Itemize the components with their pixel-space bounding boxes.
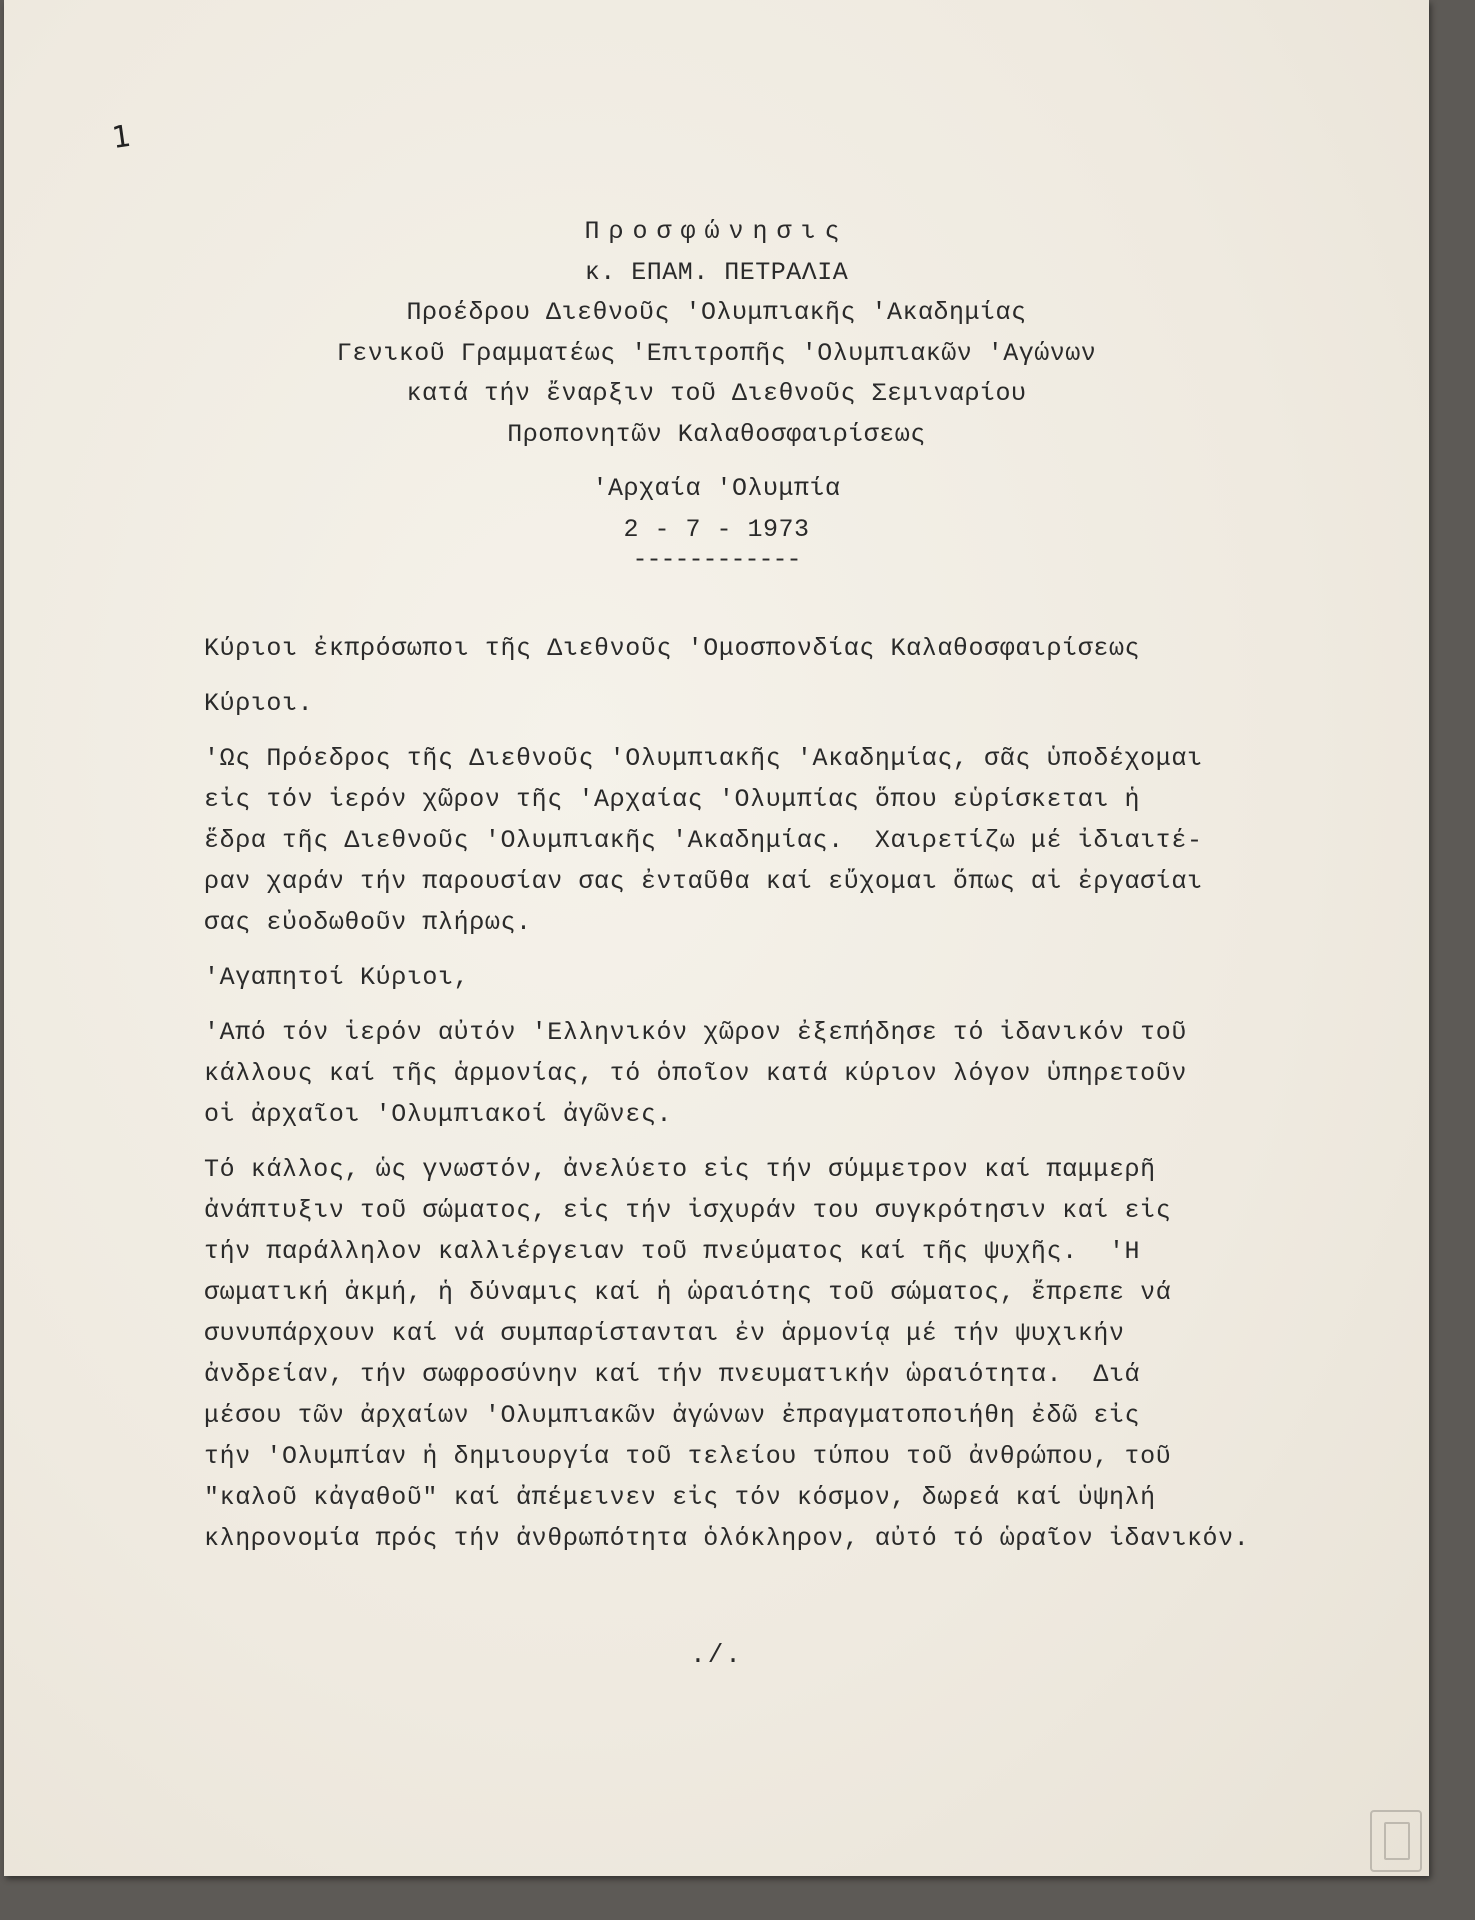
paragraph: Κύριοι. [204,689,314,718]
heading-date: 2 - 7 - 1973 [623,514,810,544]
document-heading [4,212,1429,574]
paragraph: Τό κάλλος, ὡς γνωστόν, ἀνελύετο εἰς τήν σύμμετρον καί παμμερῆ ἀνάπτυξιν τοῦ σώματος, εἰς τήν ἰσχυράν του συγκρότησιν καί εἰς τήν παράλληλον καλλιέργειαν τοῦ πνεύματος καί τῆς ψυχῆς. 'Η σωματική ἀκμή, ἡ δύναμις καί ἡ ὡραιότης τοῦ σώματος, ἔπρεπε νά συνυπάρχουν καί νά συμπαρίστανται ἐν ἁρμονίᾳ μέ τήν ψυχικήν ἀνδρείαν, τήν σωφροσύνην καί τήν πνευματικήν ὡραιότητα. Διά μέσου τῶν ἀρχαίων 'Ολυμπιακῶν ἀγώνων ἐπραγματοποιήθη ἐδῶ εἰς τήν 'Ολυμπίαν ἡ δημιουργία τοῦ τελείου τύπου τοῦ ἀνθρώπου, τοῦ "καλοῦ κἀγαθοῦ" καί ἀπέμεινεν εἰς τόν κόσμον, δωρεά καί ὑψηλή κληρονομία πρός τήν ἀνθρωπότητα ὁλόκληρον, αὐτό τό ὡραῖον ἰδανικόν. [204,1155,1250,1553]
heading-role-2: Γενικοῦ Γραμματέως 'Επιτροπῆς 'Ολυμπιακῶν 'Αγώνων [336,338,1097,368]
paragraph: Κύριοι ἐκπρόσωποι τῆς Διεθνοῦς 'Ομοσπονδίας Καλαθοσφαιρίσεως [204,634,1141,663]
heading-title: Προσφώνησις [584,217,849,246]
heading-role-1: Προέδρου Διεθνοῦς 'Ολυμπιακῆς 'Ακαδημίας [406,298,1027,327]
heading-place: 'Αρχαία 'Ολυμπία [592,474,841,503]
heading-occasion-1: κατά τήν ἔναρξιν τοῦ Διεθνοῦς Σεμιναρίου [406,379,1027,408]
paragraph: 'Ως Πρόεδρος τῆς Διεθνοῦς 'Ολυμπιακῆς 'Ακαδημίας, σᾶς ὑποδέχομαι εἰς τόν ἱερόν χῶρον τῆς 'Αρχαίας 'Ολυμπίας ὅπου εὑρίσκεται ἡ ἕδρα τῆς Διεθνοῦς 'Ολυμπιακῆς 'Ακαδημίας. Χαιρετίζω μέ ἰδιαιτέ- ραν χαράν τήν παρουσίαν σας ἐνταῦθα καί εὔχομαι ὅπως αἱ ἐργασίαι σας εὐοδωθοῦν πλήρως. [204,744,1203,937]
archive-stamp-icon [1370,1810,1422,1872]
paragraph: 'Αγαπητοί Κύριοι, [204,963,470,992]
heading-rule: ------------ [632,545,801,574]
continuation-mark: ./. [690,1640,743,1670]
page-number-mark: 1 [109,118,133,157]
heading-occasion-2: Προπονητῶν Καλαθοσφαιρίσεως [507,419,926,449]
paragraph: 'Από τόν ἱερόν αὐτόν 'Ελληνικόν χῶρον ἐξεπήδησε τό ἰδανικόν τοῦ κάλλους καί τῆς ἁρμονίας, τό ὁποῖον κατά κύριον λόγον ὑπηρετοῦν οἱ ἀρχαῖοι 'Ολυμπιακοί ἀγῶνες. [204,1018,1187,1129]
document-body [204,628,1349,1573]
document-page [4,0,1429,1876]
heading-speaker: κ. ΕΠΑΜ. ΠΕΤΡΑΛΙΑ [584,257,849,287]
